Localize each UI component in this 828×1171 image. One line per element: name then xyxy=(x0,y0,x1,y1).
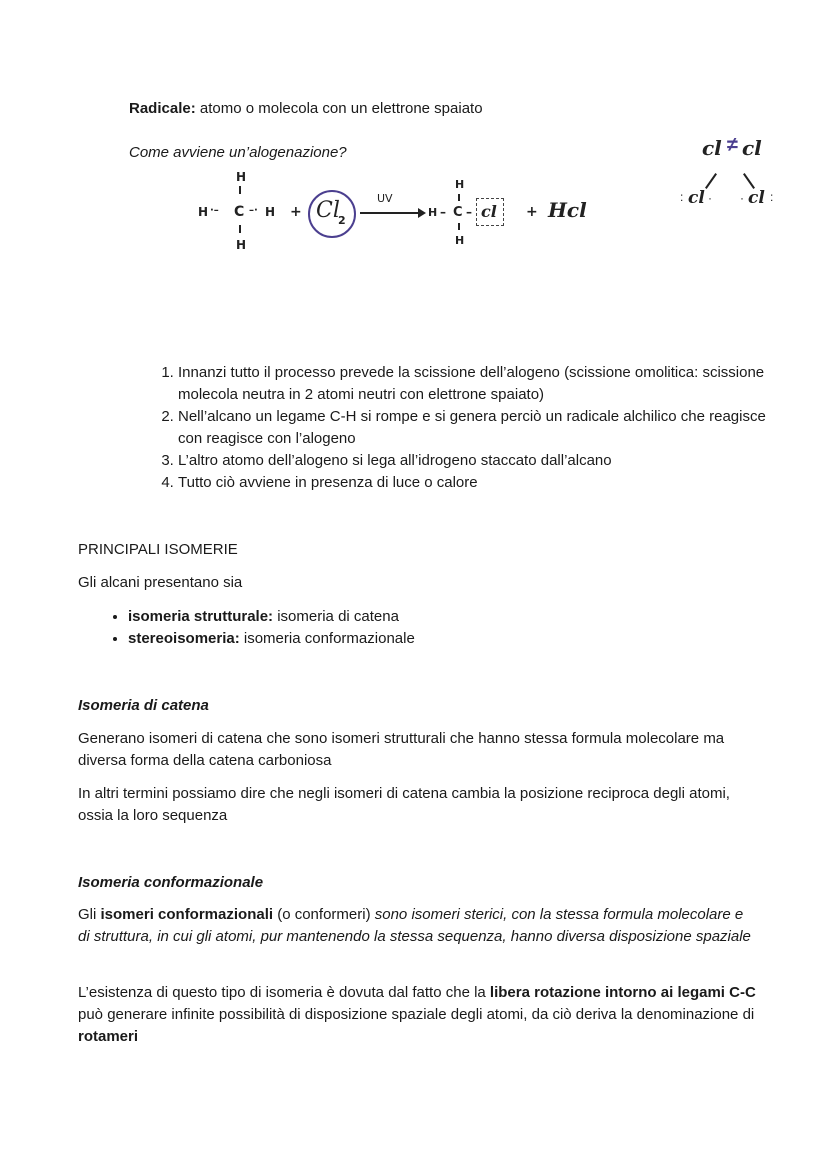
step-item: 2. Nell’alcano un legame C-H si rompe e si genera perciò un radicale alchilico che reagisce con reagisce con l’alogeno xyxy=(178,406,778,450)
text-span: può generare infinite possibilità di disposizione spaziale degli atomi, da ciò deriva la denominazione di xyxy=(78,1006,755,1023)
split-line-left xyxy=(705,173,717,189)
methane-right-h: H xyxy=(265,205,276,219)
text-span: Gli xyxy=(78,906,101,923)
step-item: 4. Tutto ciò avviene in presenza di luce o calore xyxy=(178,472,778,494)
bond-dash: ·– xyxy=(210,205,219,216)
bullet-term: stereoisomeria: xyxy=(128,630,240,647)
definition-term: Radicale: xyxy=(129,100,196,117)
step-item: 1. Innanzi tutto il processo prevede la scissione dell’alogeno (scissione omolitica: scissione molecola neutra in 2 atomi neutri con elettrone spaiato) xyxy=(178,362,778,406)
methane-structure xyxy=(190,168,280,258)
methane-left-h: H xyxy=(198,205,209,219)
catena-heading-text: Isomeria di catena xyxy=(78,697,209,714)
catena-heading xyxy=(78,695,209,717)
radical-dot: · xyxy=(708,191,712,205)
chloromethane-top-h: H xyxy=(455,178,465,191)
question-heading xyxy=(129,142,347,164)
uv-label: UV xyxy=(377,192,393,205)
methane-carbon: C xyxy=(234,204,245,220)
definition-text: atomo o molecola con un elettrone spaiato xyxy=(195,100,483,117)
hcl-product: Hcl xyxy=(548,198,587,222)
bond-dash: – xyxy=(466,205,472,219)
halogenation-steps xyxy=(146,362,778,494)
conformazionale-heading-text: Isomeria conformazionale xyxy=(78,874,264,891)
bond-break-icon: ≠ xyxy=(727,134,738,156)
catena-paragraph-1: Generano isomeri di catena che sono isomeri strutturali che hanno stessa formula molecolare ma diversa forma della catena carboniosa xyxy=(78,730,725,769)
boxed-cl: cl xyxy=(481,202,497,221)
cl2-subscript: 2 xyxy=(338,214,346,227)
chlorine-box xyxy=(476,198,504,226)
cl-radical-right: cl xyxy=(748,188,765,208)
bond-line xyxy=(458,194,460,201)
isomerie-heading: PRINCIPALI ISOMERIE xyxy=(78,541,238,558)
reaction-arrow-icon xyxy=(360,212,420,214)
step-item: 3. L’altro atomo dell’alogeno si lega all’idrogeno staccato dall’alcano xyxy=(178,450,778,472)
chloromethane-structure xyxy=(426,168,516,258)
question-text: Come avviene un’alogenazione? xyxy=(129,144,347,161)
bond-line xyxy=(239,225,241,233)
halogenation-reaction xyxy=(190,168,610,258)
cl2-label: Cl xyxy=(316,198,340,223)
isomerie-list xyxy=(100,606,415,650)
catena-paragraph-2: In altri termini possiamo dire che negli isomeri di catena cambia la posizione reciproca degli atomi, ossia la loro sequenza xyxy=(78,785,730,824)
isomerie-intro: Gli alcani presentano sia xyxy=(78,574,243,591)
lone-pair-dots: : xyxy=(680,190,684,204)
bold-term: isomeri conformazionali xyxy=(100,906,274,923)
text-span: (o conformeri) xyxy=(273,906,375,923)
conformazionale-paragraph-2 xyxy=(78,982,758,1048)
conformazionale-paragraph-1 xyxy=(78,904,758,948)
chloromethane-left-h: H xyxy=(428,206,438,219)
chlorine-molecule xyxy=(308,190,356,238)
methane-top-h: H xyxy=(236,170,247,184)
lone-pair-dots: : xyxy=(770,190,774,204)
bond-line xyxy=(458,223,460,230)
radical-definition xyxy=(129,98,483,120)
cl-left-molecule: cl xyxy=(702,136,722,160)
conformazionale-heading xyxy=(78,872,263,894)
bold-term: rotameri xyxy=(78,1028,139,1045)
arrow-head xyxy=(418,208,426,218)
chloromethane-bottom-h: H xyxy=(455,234,465,247)
bond-line xyxy=(239,186,241,194)
text-span: L’esistenza di questo tipo di isomeria è dovuta dal fatto che la xyxy=(78,984,490,1001)
isomerie-bullet xyxy=(128,606,415,628)
plus-sign: + xyxy=(290,204,302,220)
radical-dot: · xyxy=(740,191,744,205)
cl-right-molecule: cl xyxy=(742,136,762,160)
bullet-text: isomeria conformazionale xyxy=(239,630,415,647)
isomerie-bullet xyxy=(128,628,415,650)
homolytic-cleavage-sketch xyxy=(678,136,788,216)
split-line-right xyxy=(743,173,755,189)
chloromethane-carbon: C xyxy=(453,205,463,220)
bullet-text: isomeria di catena xyxy=(273,608,399,625)
bond-dash: –· xyxy=(249,205,258,216)
methane-bottom-h: H xyxy=(236,238,247,252)
italic-definition: sono isomeri sterici, con la stessa formula molecolare e di struttura, in cui gli atomi, pur mantenendo la stessa sequenza, hanno diversa disposizione spaziale xyxy=(78,906,751,945)
bold-term: libera rotazione intorno ai legami C-C xyxy=(489,984,756,1001)
bullet-term: isomeria strutturale: xyxy=(128,608,274,625)
cl-radical-left: cl xyxy=(688,188,705,208)
bond-dash: – xyxy=(440,205,446,219)
plus-sign: + xyxy=(526,204,538,220)
